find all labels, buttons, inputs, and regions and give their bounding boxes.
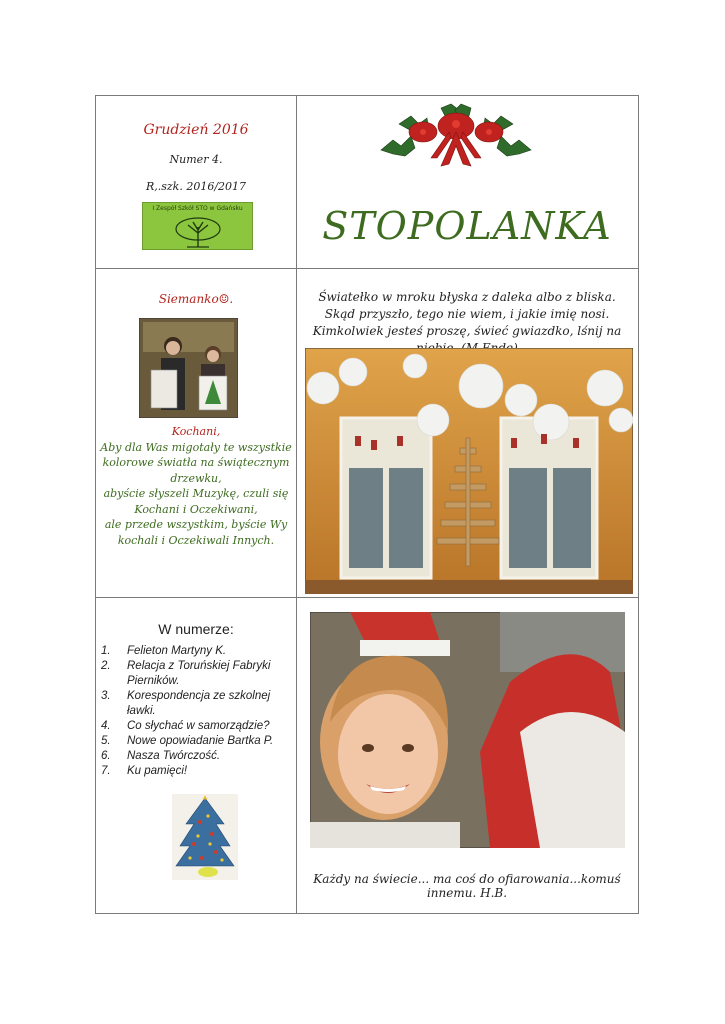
contents-item-number: 5. — [101, 735, 111, 747]
girl-santa-photo — [310, 612, 625, 848]
contents-title: W numerze: — [158, 621, 234, 637]
contents-item — [101, 659, 291, 689]
contents-item — [101, 689, 291, 719]
contents-item-text: Korespondencja ze szkolnej ławki. — [127, 690, 271, 717]
contents-item-text: Felieton Martyny K. — [127, 645, 227, 657]
contents-list — [101, 644, 291, 779]
contents-item-number: 3. — [101, 690, 111, 702]
row-divider-1 — [96, 268, 638, 269]
greeting-line-1: Kochani, — [171, 425, 221, 438]
greeting-message — [100, 424, 292, 548]
kids-photo — [139, 318, 238, 418]
tree-logo-icon — [143, 203, 254, 251]
newsletter-page — [95, 95, 639, 914]
holly-garland-icon — [371, 102, 541, 186]
contents-item-text: Nowe opowiadanie Bartka P. — [127, 735, 274, 747]
greeting-line-3: abyście słyszeli Muzykę, czuli się Kochani i Oczekiwani, — [103, 487, 289, 516]
magazine-title: STOPOLANKA — [322, 204, 612, 248]
christmas-tree-icon — [172, 794, 238, 880]
quote-text: Światełko w mroku błyska z daleka albo z bliska. Skąd przyszło, tego nie wiem, i jakie imię nosi. Kimkolwiek jesteś proszę, świeć gwiazdko, lśnij na — [312, 290, 622, 338]
contents-item-number: 2. — [101, 660, 111, 672]
greeting-hello: Siemanko☺. — [158, 292, 234, 306]
contents-item-number: 6. — [101, 750, 111, 762]
contents-item — [101, 644, 291, 659]
contents-item-text: Co słychać w samorządzie? — [127, 720, 270, 732]
contents-item-number: 1. — [101, 645, 111, 657]
photo-caption: Każdy na świecie... ma coś do ofiarowania...komuś innemu. H.B. — [313, 872, 621, 900]
classroom-decoration-photo — [305, 348, 633, 594]
greeting-line-2: Aby dla Was migotały te wszystkie kolorowe światła na świątecznym drzewku, — [100, 440, 292, 485]
issue-date: Grudzień 2016 — [143, 122, 249, 138]
contents-item-text: Ku pamięci! — [127, 765, 188, 777]
contents-item — [101, 749, 291, 764]
contents-item — [101, 734, 291, 749]
contents-item — [101, 719, 291, 734]
contents-item-number: 4. — [101, 720, 111, 732]
greeting-line-4: ale przede wszystkim, byście Wy kochali i Oczekiwali Innych. — [104, 518, 288, 547]
contents-item — [101, 764, 291, 779]
contents-item-text: Nasza Twórczość. — [127, 750, 221, 762]
school-logo-text: I Zespół Szkół STO w Gdańsku — [152, 205, 243, 212]
school-year: R,.szk. 2016/2017 — [145, 180, 247, 193]
issue-number: Numer 4. — [169, 153, 223, 166]
row-divider-2 — [96, 597, 638, 598]
contents-item-number: 7. — [101, 765, 111, 777]
contents-item-text: Relacja z Toruńskiej Fabryki Pierników. — [127, 660, 271, 687]
school-logo — [142, 202, 253, 250]
